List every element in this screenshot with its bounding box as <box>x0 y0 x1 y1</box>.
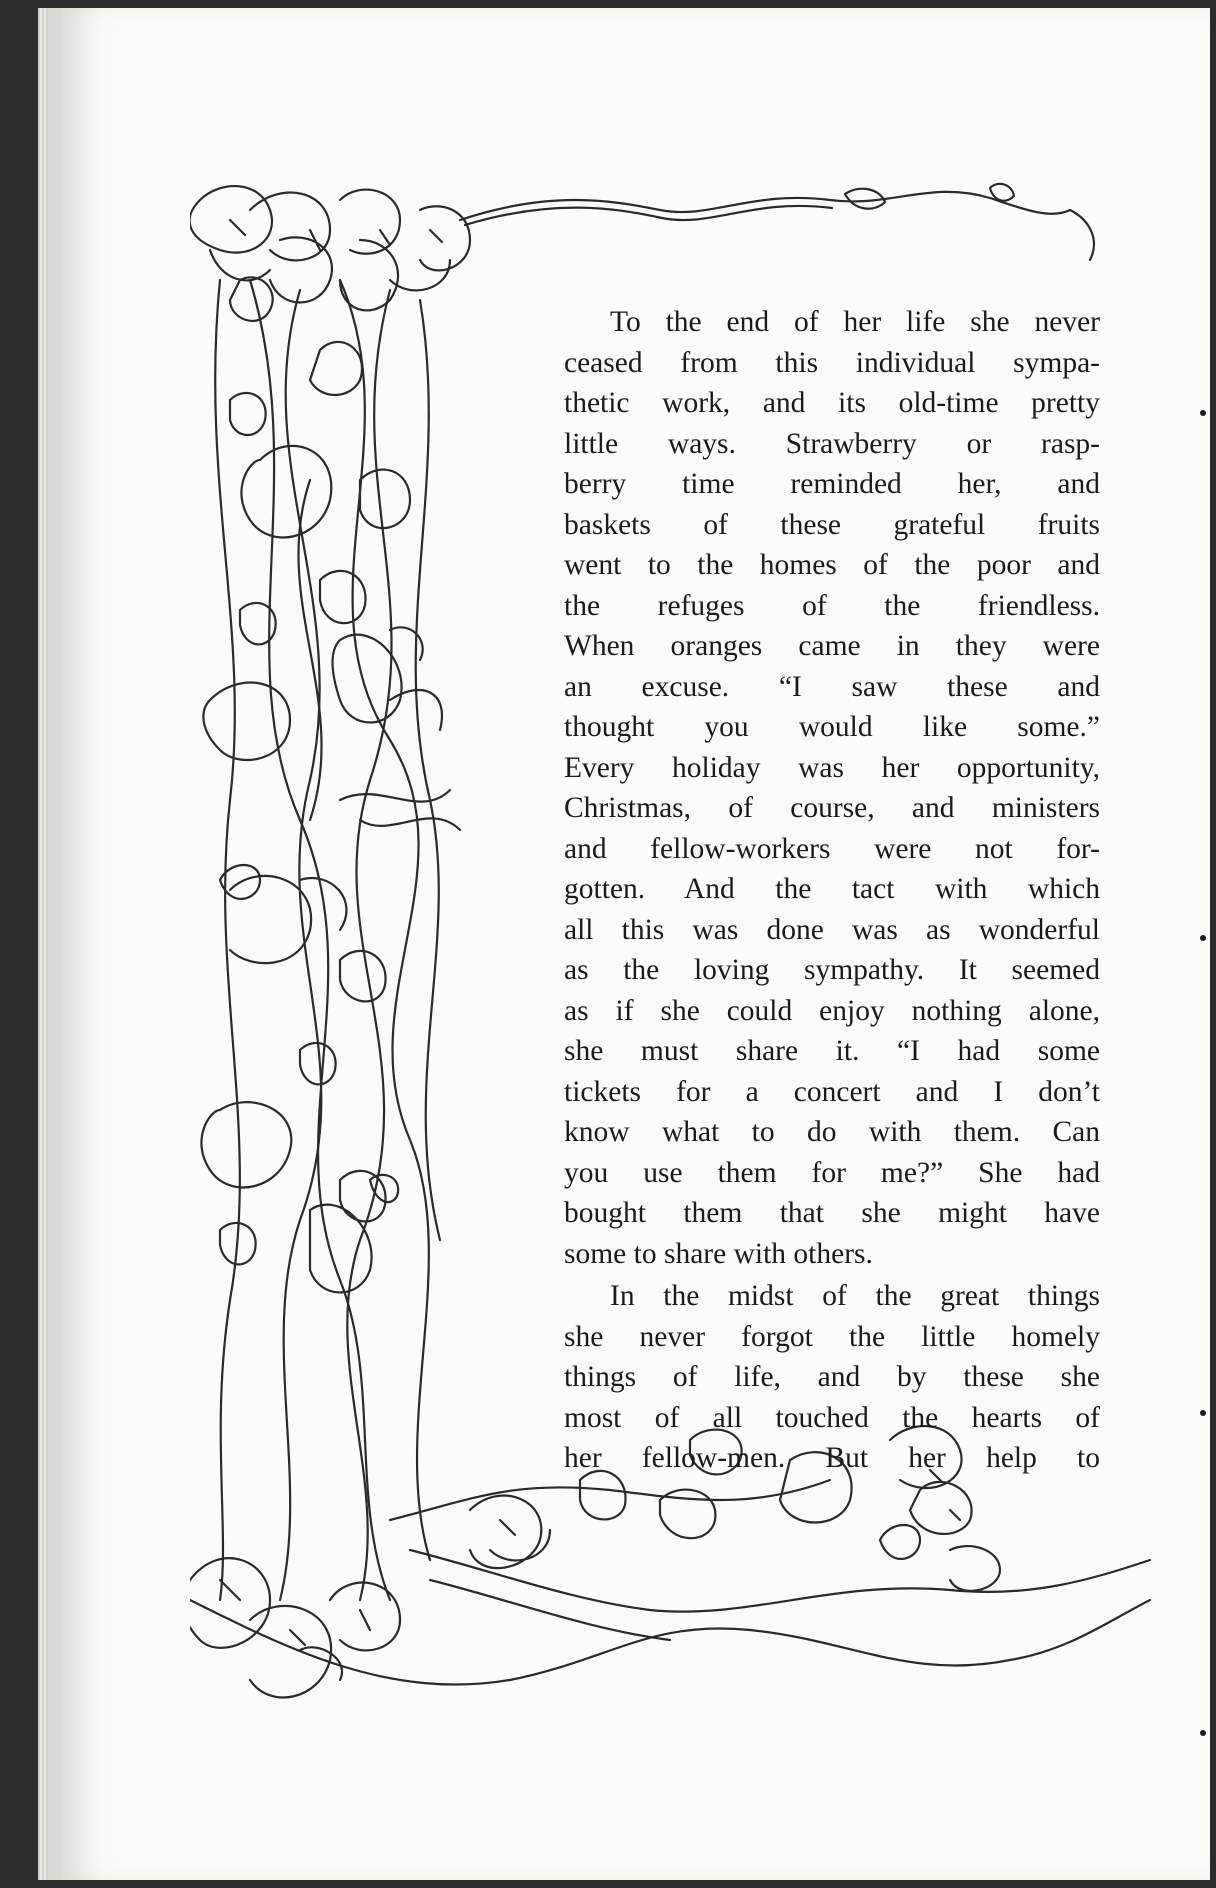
text-line: berry time reminded her, and <box>564 468 1100 500</box>
text-line: ceased from this individual sympa- <box>564 346 1100 379</box>
text-line: some to share with others. <box>564 1237 873 1270</box>
text-line: In the midst of the great things <box>610 1280 1100 1312</box>
text-line: tickets for a concert and I don’t <box>564 1075 1100 1108</box>
text-line: as the loving sympathy. It seemed <box>564 954 1100 986</box>
scan-artifact <box>1200 1730 1206 1736</box>
text-line: she must share it. “I had some <box>564 1035 1100 1067</box>
text-line: thought you would like some.” <box>564 711 1100 743</box>
text-line: gotten. And the tact with which <box>564 873 1100 905</box>
scan-artifact <box>1200 935 1206 941</box>
scan-artifact <box>1200 410 1206 416</box>
text-line: as if she could enjoy nothing alone, <box>564 994 1100 1027</box>
text-line: things of life, and by these she <box>564 1361 1100 1393</box>
text-line: the refuges of the friendless. <box>564 589 1100 622</box>
text-line: went to the homes of the poor and <box>564 549 1100 581</box>
text-line: When oranges came in they were <box>564 630 1100 662</box>
scan-artifact <box>1200 1410 1206 1416</box>
text-line: baskets of these grateful fruits <box>564 508 1100 541</box>
text-line: Every holiday was her opportunity, <box>564 751 1100 784</box>
paragraph-2 <box>564 1276 1100 1479</box>
body-text <box>564 302 1100 1479</box>
text-line: you use them for me?” She had <box>564 1156 1100 1189</box>
paragraph-1 <box>564 302 1100 1274</box>
text-line: little ways. Strawberry or rasp- <box>564 427 1100 460</box>
text-line: know what to do with them. Can <box>564 1116 1100 1148</box>
text-line: bought them that she might have <box>564 1197 1100 1229</box>
text-line: Christmas, of course, and ministers <box>564 792 1100 824</box>
text-line: she never forgot the little homely <box>564 1320 1100 1353</box>
text-line: an excuse. “I saw these and <box>564 670 1100 703</box>
text-line: her fellow-men. But her help to <box>564 1442 1100 1474</box>
text-line: all this was done was as wonderful <box>564 913 1100 946</box>
text-line: thetic work, and its old-time pretty <box>564 387 1100 419</box>
text-line: most of all touched the hearts of <box>564 1401 1100 1434</box>
text-line: To the end of her life she never <box>610 306 1100 338</box>
text-line: and fellow-workers were not for- <box>564 832 1100 865</box>
